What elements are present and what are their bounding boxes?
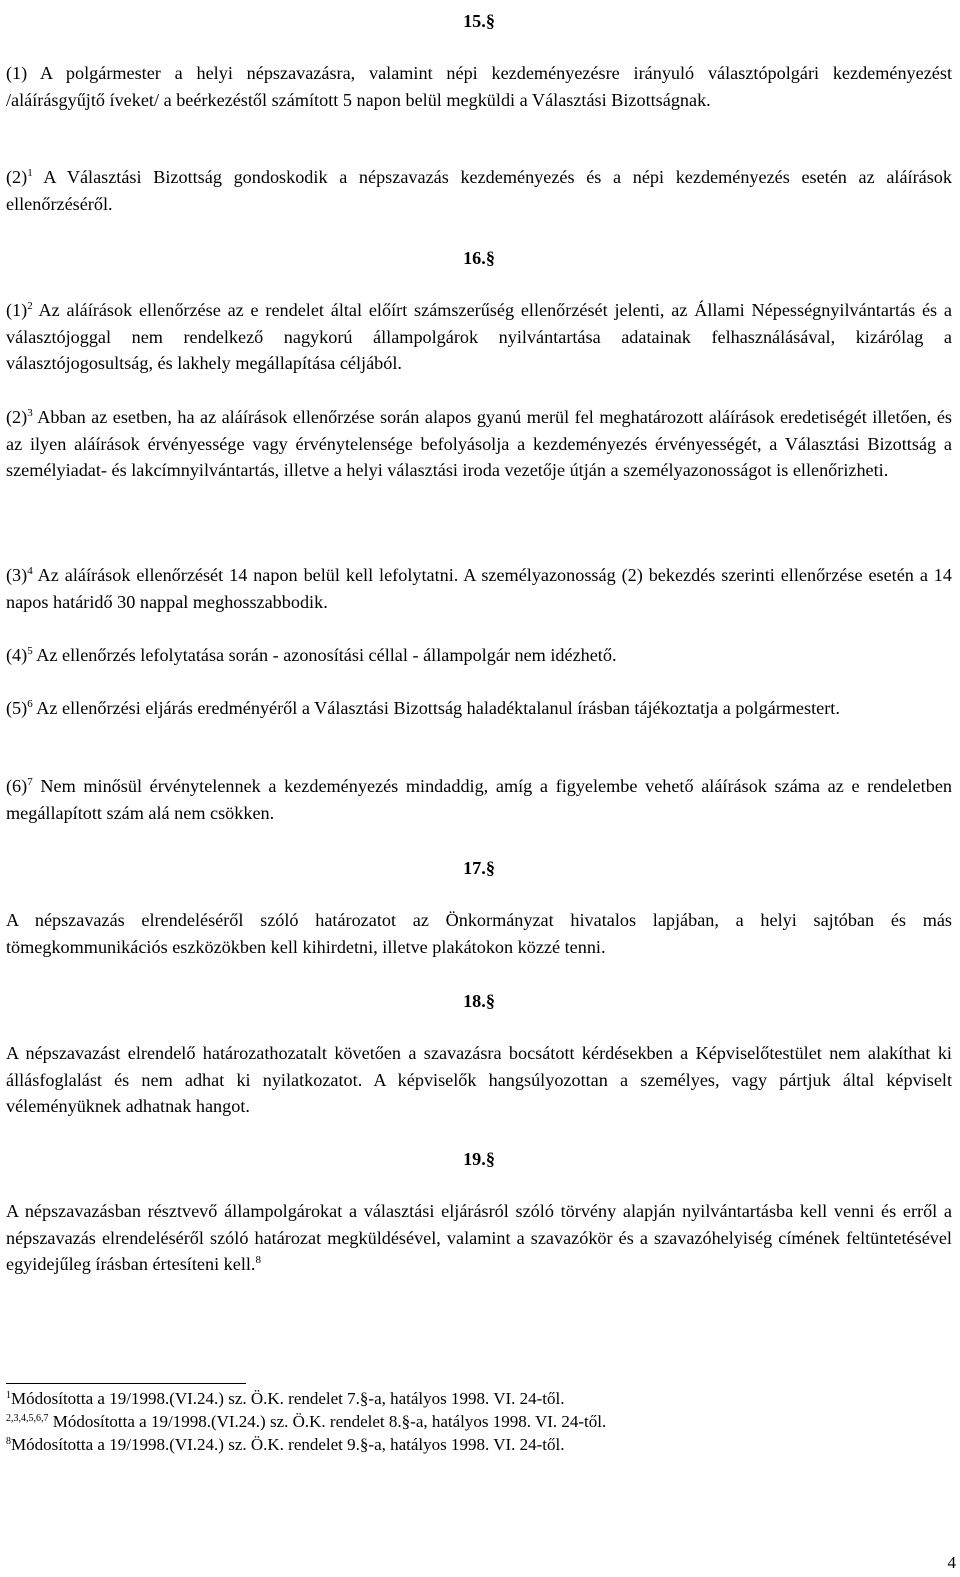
- footnote-ref: 3: [27, 407, 33, 419]
- footnote-text: Módosította a 19/1998.(VI.24.) sz. Ö.K. rendelet 8.§-a, hatályos 1998. VI. 24-től.: [48, 1412, 607, 1431]
- paragraph-number: (2): [6, 407, 28, 427]
- paragraph-text: Az ellenőrzés lefolytatása során - azonosítási céllal - állampolgár nem idézhető.: [32, 645, 617, 665]
- section-16-paragraph-5: [6, 695, 952, 722]
- paragraph-text: Az aláírások ellenőrzése az e rendelet által előírt számszerűség ellenőrzését jelenti, az Állami Népességnyilvántartás és a választójoggal nem rendelkező nagykorú állampolgárok nyilvántartása adatainak felhasználásával, kizárólag a választójogosultság, és lakhely megállapítása céljából.: [6, 300, 952, 373]
- section-18-paragraph-1: A népszavazást elrendelő határozathozatalt követően a szavazásra bocsátott kérdésekben a Képviselőtestület nem alakíthat ki állásfoglalást és nem adhat ki nyilatkozatot. A képviselők hangsúlyozottan a személyes, vagy pártjuk által képviselt véleményüknek adhatnak hangot.: [6, 1043, 952, 1116]
- paragraph-number: (3): [6, 565, 28, 585]
- footnote-separator: [6, 1383, 246, 1384]
- section-16-heading: 16.§: [463, 248, 495, 268]
- paragraph-number: (5): [6, 698, 28, 718]
- section-18-heading: 18.§: [463, 991, 495, 1011]
- footnote-1: [6, 1388, 952, 1410]
- footnote-ref: 4: [27, 565, 33, 577]
- section-15-paragraph-2: [6, 164, 952, 217]
- section-16-paragraph-4: [6, 642, 952, 669]
- footnote-ref: 1: [27, 167, 33, 179]
- paragraph-text: A népszavazásban résztvevő állampolgárokat a választási eljárásról szóló törvény alapján nyilvántartásba kell venni és erről a népszavazás elrendeléséről szóló határozat megküldésével, valamint a szavazókör és a szavazóhelyiség címének feltüntetésével egyidejűleg írásban értesíteni kell.: [6, 1201, 952, 1274]
- paragraph-text: Nem minősül érvénytelennek a kezdeményezés mindaddig, amíg a figyelembe vehető aláírások száma az e rendeletben megállapított szám alá nem csökken.: [6, 776, 952, 823]
- paragraph-text: Az aláírások ellenőrzését 14 napon belül kell lefolytatni. A személyazonosság (2) bekezdés szerinti ellenőrzése esetén a 14 napos határidő 30 nappal meghosszabbodik.: [6, 565, 952, 612]
- footnote-text: Módosította a 19/1998.(VI.24.) sz. Ö.K. rendelet 7.§-a, hatályos 1998. VI. 24-től.: [11, 1389, 565, 1408]
- paragraph-text: A Választási Bizottság gondoskodik a népszavazás kezdeményezés és a népi kezdeményezés esetén az aláírások ellenőrzéséről.: [6, 167, 952, 214]
- paragraph-number: (2): [6, 167, 28, 187]
- footnote-mark: 1: [6, 1390, 11, 1401]
- section-15-paragraph-1: (1) A polgármester a helyi népszavazásra, valamint népi kezdeményezésre irányuló választópolgári kezdeményezést /aláírásgyűjtő íveket/ a beérkezéstől számított 5 napon belül megküldi a Választási Bizottságnak.: [6, 63, 952, 110]
- paragraph-text: Az ellenőrzési eljárás eredményéről a Választási Bizottság haladéktalanul írásban tájékoztatja a polgármestert.: [32, 698, 840, 718]
- section-17-heading: 17.§: [463, 858, 495, 878]
- footnote-3: [6, 1434, 952, 1456]
- footnote-ref: 5: [27, 645, 33, 657]
- section-17-paragraph-1: A népszavazás elrendeléséről szóló határozatot az Önkormányzat hivatalos lapjában, a helyi sajtóban és más tömegkommunikációs eszközökben kell kihirdetni, illetve plakátokon közzé tenni.: [6, 910, 952, 957]
- section-16-paragraph-6: [6, 773, 952, 826]
- footnote-ref: 7: [27, 776, 33, 788]
- section-16-paragraph-1: [6, 297, 952, 377]
- footnote-ref: 6: [27, 698, 33, 710]
- section-15-heading: 15.§: [463, 11, 495, 31]
- footnote-ref: 2: [27, 300, 33, 312]
- paragraph-number: (6): [6, 776, 28, 796]
- paragraph-number: (1): [6, 300, 28, 320]
- paragraph-number: (4): [6, 645, 28, 665]
- section-16-paragraph-2: [6, 404, 952, 484]
- section-19-heading: 19.§: [463, 1149, 495, 1169]
- paragraph-text: Abban az esetben, ha az aláírások ellenőrzése során alapos gyanú merül fel meghatározott aláírások eredetiségét illetően, és az ilyen aláírások érvényessége vagy érvénytelensége befolyásolja a kezdeményezés érvényességét, a Választási Bizottság a személyiadat- és lakcímnyilvántartás, illetve a helyi választási iroda vezetője útján a személyazonosságot is ellenőrizheti.: [6, 407, 952, 480]
- footnote-mark: 2,3,4,5,6,7: [6, 1413, 49, 1424]
- footnote-text: Módosította a 19/1998.(VI.24.) sz. Ö.K. rendelet 9.§-a, hatályos 1998. VI. 24-től.: [11, 1435, 565, 1454]
- page-number: 4: [947, 1553, 956, 1572]
- section-19-paragraph-1: [6, 1198, 952, 1278]
- footnote-2: [6, 1411, 952, 1433]
- footnote-mark: 8: [6, 1436, 11, 1447]
- footnote-ref: 8: [255, 1254, 261, 1266]
- section-16-paragraph-3: [6, 562, 952, 615]
